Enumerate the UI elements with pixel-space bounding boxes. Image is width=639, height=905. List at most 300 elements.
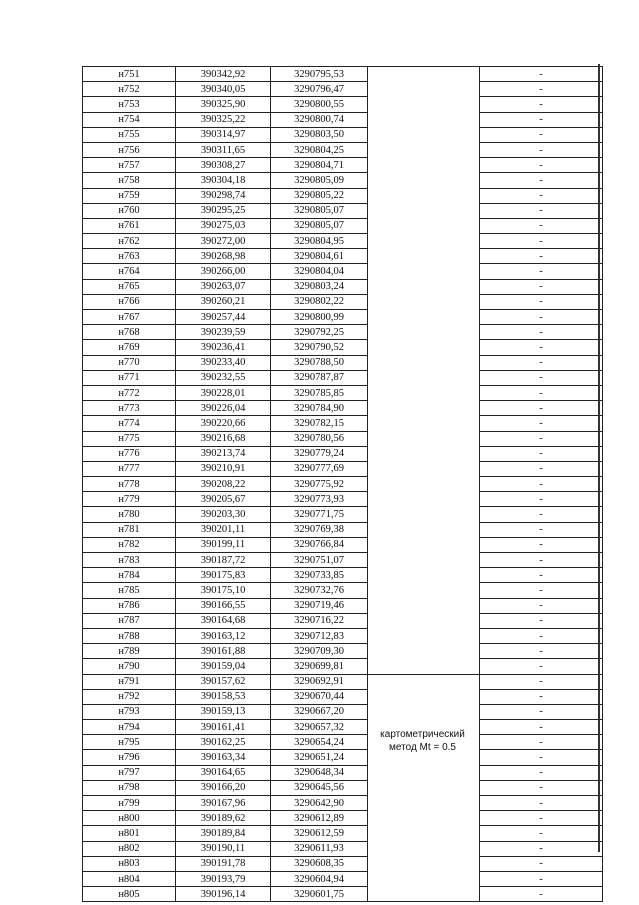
table-row: [83, 461, 603, 476]
y-coordinate-cell: 3290788,50: [271, 355, 368, 370]
x-coordinate-cell: 390175,10: [176, 583, 271, 598]
note-cell: -: [480, 431, 603, 446]
x-coordinate-cell: 390210,91: [176, 461, 271, 476]
point-name-cell: н753: [83, 97, 176, 112]
point-name-cell: н780: [83, 507, 176, 522]
point-name-cell: н782: [83, 537, 176, 552]
method-cell: [368, 492, 480, 507]
y-coordinate-cell: 3290804,25: [271, 142, 368, 157]
table-row: [83, 689, 603, 704]
y-coordinate-cell: 3290709,30: [271, 644, 368, 659]
note-cell: -: [480, 461, 603, 476]
y-coordinate-cell: 3290805,07: [271, 203, 368, 218]
x-coordinate-cell: 390266,00: [176, 264, 271, 279]
table-row: [83, 841, 603, 856]
y-coordinate-cell: 3290604,94: [271, 871, 368, 886]
x-coordinate-cell: 390236,41: [176, 340, 271, 355]
method-cell: [368, 796, 480, 811]
method-cell: [368, 67, 480, 82]
x-coordinate-cell: 390159,13: [176, 704, 271, 719]
table-row: [83, 735, 603, 750]
y-coordinate-cell: 3290667,20: [271, 704, 368, 719]
point-name-cell: н756: [83, 142, 176, 157]
y-coordinate-cell: 3290670,44: [271, 689, 368, 704]
note-cell: -: [480, 173, 603, 188]
point-name-cell: н765: [83, 279, 176, 294]
point-name-cell: н797: [83, 765, 176, 780]
method-cell: [368, 780, 480, 795]
x-coordinate-cell: 390187,72: [176, 553, 271, 568]
point-name-cell: н762: [83, 234, 176, 249]
point-name-cell: н772: [83, 385, 176, 400]
method-cell: [368, 340, 480, 355]
point-name-cell: н794: [83, 720, 176, 735]
table-row: [83, 628, 603, 643]
y-coordinate-cell: 3290803,50: [271, 127, 368, 142]
y-coordinate-cell: 3290642,90: [271, 796, 368, 811]
method-cell: [368, 112, 480, 127]
point-name-cell: н785: [83, 583, 176, 598]
point-name-cell: н758: [83, 173, 176, 188]
table-row: [83, 142, 603, 157]
point-name-cell: н791: [83, 674, 176, 689]
method-cell: [368, 841, 480, 856]
point-name-cell: н789: [83, 644, 176, 659]
y-coordinate-cell: 3290805,22: [271, 188, 368, 203]
table-row: [83, 340, 603, 355]
y-coordinate-cell: 3290785,85: [271, 385, 368, 400]
y-coordinate-cell: 3290805,07: [271, 218, 368, 233]
table-row: [83, 811, 603, 826]
point-name-cell: н795: [83, 735, 176, 750]
table-row: [83, 644, 603, 659]
method-cell: [368, 355, 480, 370]
table-row: [83, 659, 603, 674]
point-name-cell: н799: [83, 796, 176, 811]
x-coordinate-cell: 390205,67: [176, 492, 271, 507]
table-row: [83, 127, 603, 142]
y-coordinate-cell: 3290775,92: [271, 477, 368, 492]
x-coordinate-cell: 390308,27: [176, 158, 271, 173]
y-coordinate-cell: 3290766,84: [271, 537, 368, 552]
point-name-cell: н764: [83, 264, 176, 279]
table-row: [83, 249, 603, 264]
note-cell: -: [480, 689, 603, 704]
table-row: [83, 537, 603, 552]
method-note-line2: метод Mt = 0.5: [389, 742, 456, 753]
note-cell: -: [480, 856, 603, 871]
y-coordinate-cell: 3290800,74: [271, 112, 368, 127]
note-cell: -: [480, 765, 603, 780]
x-coordinate-cell: 390164,65: [176, 765, 271, 780]
note-cell: -: [480, 811, 603, 826]
coordinates-table-body: [83, 67, 603, 902]
x-coordinate-cell: 390166,55: [176, 598, 271, 613]
table-row: [83, 173, 603, 188]
point-name-cell: н781: [83, 522, 176, 537]
method-cell: [368, 173, 480, 188]
method-cell: [368, 401, 480, 416]
table-row: [83, 507, 603, 522]
table-row: [83, 598, 603, 613]
y-coordinate-cell: 3290612,89: [271, 811, 368, 826]
x-coordinate-cell: 390166,20: [176, 780, 271, 795]
method-note-line1: картометрический: [380, 729, 465, 740]
note-cell: -: [480, 568, 603, 583]
method-cell: [368, 689, 480, 704]
x-coordinate-cell: 390189,84: [176, 826, 271, 841]
method-cell: [368, 279, 480, 294]
method-cell: [368, 659, 480, 674]
table-row: [83, 568, 603, 583]
point-name-cell: н783: [83, 553, 176, 568]
table-row: [83, 112, 603, 127]
x-coordinate-cell: 390314,97: [176, 127, 271, 142]
x-coordinate-cell: 390213,74: [176, 446, 271, 461]
y-coordinate-cell: 3290804,04: [271, 264, 368, 279]
table-row: [83, 401, 603, 416]
note-cell: -: [480, 294, 603, 309]
method-cell: [368, 477, 480, 492]
point-name-cell: н787: [83, 613, 176, 628]
point-name-cell: н759: [83, 188, 176, 203]
table-row: [83, 82, 603, 97]
method-cell: [368, 325, 480, 340]
table-row: [83, 355, 603, 370]
method-cell: [368, 583, 480, 598]
y-coordinate-cell: 3290787,87: [271, 370, 368, 385]
x-coordinate-cell: 390340,05: [176, 82, 271, 97]
table-row: [83, 477, 603, 492]
table-row: [83, 492, 603, 507]
x-coordinate-cell: 390161,88: [176, 644, 271, 659]
note-cell: -: [480, 249, 603, 264]
method-cell: [368, 613, 480, 628]
note-cell: -: [480, 325, 603, 340]
table-row: [83, 218, 603, 233]
point-name-cell: н777: [83, 461, 176, 476]
note-cell: -: [480, 704, 603, 719]
method-cell: [368, 431, 480, 446]
note-cell: -: [480, 340, 603, 355]
y-coordinate-cell: 3290803,24: [271, 279, 368, 294]
y-coordinate-cell: 3290657,32: [271, 720, 368, 735]
method-cell: [368, 553, 480, 568]
x-coordinate-cell: 390191,78: [176, 856, 271, 871]
x-coordinate-cell: 390257,44: [176, 310, 271, 325]
table-row: [83, 826, 603, 841]
note-cell: -: [480, 416, 603, 431]
x-coordinate-cell: 390260,21: [176, 294, 271, 309]
note-cell: -: [480, 218, 603, 233]
note-cell: -: [480, 477, 603, 492]
table-row: [83, 294, 603, 309]
table-row: [83, 720, 603, 735]
method-cell: [368, 234, 480, 249]
x-coordinate-cell: 390163,12: [176, 628, 271, 643]
y-coordinate-cell: 3290790,52: [271, 340, 368, 355]
point-name-cell: н775: [83, 431, 176, 446]
y-coordinate-cell: 3290699,81: [271, 659, 368, 674]
x-coordinate-cell: 390193,79: [176, 871, 271, 886]
table-row: [83, 370, 603, 385]
x-coordinate-cell: 390216,68: [176, 431, 271, 446]
y-coordinate-cell: 3290648,34: [271, 765, 368, 780]
table-row: [83, 674, 603, 689]
x-coordinate-cell: 390220,66: [176, 416, 271, 431]
table-row: [83, 431, 603, 446]
method-cell: [368, 811, 480, 826]
y-coordinate-cell: 3290769,38: [271, 522, 368, 537]
note-cell: -: [480, 355, 603, 370]
note-cell: -: [480, 841, 603, 856]
point-name-cell: н804: [83, 871, 176, 886]
y-coordinate-cell: 3290612,59: [271, 826, 368, 841]
y-coordinate-cell: 3290733,85: [271, 568, 368, 583]
method-note: [367, 728, 478, 754]
note-cell: -: [480, 796, 603, 811]
note-cell: -: [480, 279, 603, 294]
method-cell: [368, 674, 480, 689]
note-cell: -: [480, 203, 603, 218]
y-coordinate-cell: 3290716,22: [271, 613, 368, 628]
point-name-cell: н760: [83, 203, 176, 218]
note-cell: -: [480, 67, 603, 82]
y-coordinate-cell: 3290732,76: [271, 583, 368, 598]
method-cell: [368, 628, 480, 643]
y-coordinate-cell: 3290795,53: [271, 67, 368, 82]
method-cell: [368, 416, 480, 431]
note-cell: -: [480, 82, 603, 97]
y-coordinate-cell: 3290792,25: [271, 325, 368, 340]
point-name-cell: н770: [83, 355, 176, 370]
table-row: [83, 583, 603, 598]
method-cell: [368, 264, 480, 279]
note-cell: -: [480, 522, 603, 537]
note-cell: -: [480, 446, 603, 461]
y-coordinate-cell: 3290712,83: [271, 628, 368, 643]
y-coordinate-cell: 3290601,75: [271, 887, 368, 902]
point-name-cell: н779: [83, 492, 176, 507]
point-name-cell: н803: [83, 856, 176, 871]
note-cell: -: [480, 750, 603, 765]
note-cell: -: [480, 188, 603, 203]
table-row: [83, 67, 603, 82]
point-name-cell: н763: [83, 249, 176, 264]
table-row: [83, 750, 603, 765]
table-row: [83, 765, 603, 780]
x-coordinate-cell: 390201,11: [176, 522, 271, 537]
x-coordinate-cell: 390233,40: [176, 355, 271, 370]
table-row: [83, 887, 603, 902]
x-coordinate-cell: 390228,01: [176, 385, 271, 400]
note-cell: -: [480, 583, 603, 598]
y-coordinate-cell: 3290804,61: [271, 249, 368, 264]
x-coordinate-cell: 390325,22: [176, 112, 271, 127]
note-cell: -: [480, 310, 603, 325]
point-name-cell: н800: [83, 811, 176, 826]
x-coordinate-cell: 390161,41: [176, 720, 271, 735]
y-coordinate-cell: 3290773,93: [271, 492, 368, 507]
y-coordinate-cell: 3290782,15: [271, 416, 368, 431]
point-name-cell: н790: [83, 659, 176, 674]
y-coordinate-cell: 3290804,95: [271, 234, 368, 249]
table-row: [83, 871, 603, 886]
y-coordinate-cell: 3290780,56: [271, 431, 368, 446]
y-coordinate-cell: 3290692,91: [271, 674, 368, 689]
point-name-cell: н786: [83, 598, 176, 613]
method-cell: [368, 294, 480, 309]
table-row: [83, 158, 603, 173]
point-name-cell: н784: [83, 568, 176, 583]
method-cell: [368, 644, 480, 659]
point-name-cell: н792: [83, 689, 176, 704]
y-coordinate-cell: 3290805,09: [271, 173, 368, 188]
table-row: [83, 97, 603, 112]
x-coordinate-cell: 390275,03: [176, 218, 271, 233]
x-coordinate-cell: 390163,34: [176, 750, 271, 765]
y-coordinate-cell: 3290751,07: [271, 553, 368, 568]
point-name-cell: н801: [83, 826, 176, 841]
point-name-cell: н778: [83, 477, 176, 492]
method-cell: [368, 370, 480, 385]
x-coordinate-cell: 390157,62: [176, 674, 271, 689]
note-cell: -: [480, 492, 603, 507]
table-row: [83, 310, 603, 325]
y-coordinate-cell: 3290771,75: [271, 507, 368, 522]
note-cell: -: [480, 674, 603, 689]
note-cell: -: [480, 158, 603, 173]
x-coordinate-cell: 390311,65: [176, 142, 271, 157]
x-coordinate-cell: 390298,74: [176, 188, 271, 203]
note-cell: -: [480, 598, 603, 613]
note-cell: -: [480, 628, 603, 643]
method-cell: [368, 887, 480, 902]
x-coordinate-cell: 390208,22: [176, 477, 271, 492]
note-cell: -: [480, 613, 603, 628]
x-coordinate-cell: 390342,92: [176, 67, 271, 82]
x-coordinate-cell: 390268,98: [176, 249, 271, 264]
point-name-cell: н752: [83, 82, 176, 97]
y-coordinate-cell: 3290800,99: [271, 310, 368, 325]
method-cell: [368, 871, 480, 886]
x-coordinate-cell: 390263,07: [176, 279, 271, 294]
point-name-cell: н767: [83, 310, 176, 325]
table-row: [83, 325, 603, 340]
y-coordinate-cell: 3290611,93: [271, 841, 368, 856]
note-cell: -: [480, 735, 603, 750]
note-cell: -: [480, 659, 603, 674]
table-row: [83, 856, 603, 871]
method-cell: [368, 522, 480, 537]
x-coordinate-cell: 390272,00: [176, 234, 271, 249]
method-cell: [368, 826, 480, 841]
note-cell: -: [480, 871, 603, 886]
point-name-cell: н754: [83, 112, 176, 127]
y-coordinate-cell: 3290645,56: [271, 780, 368, 795]
point-name-cell: н773: [83, 401, 176, 416]
method-cell: [368, 385, 480, 400]
table-row: [83, 385, 603, 400]
method-cell: [368, 598, 480, 613]
point-name-cell: н755: [83, 127, 176, 142]
method-cell: [368, 765, 480, 780]
method-cell: [368, 97, 480, 112]
y-coordinate-cell: 3290804,71: [271, 158, 368, 173]
note-cell: -: [480, 507, 603, 522]
method-cell: [368, 188, 480, 203]
point-name-cell: н774: [83, 416, 176, 431]
x-coordinate-cell: 390189,62: [176, 811, 271, 826]
table-row: [83, 780, 603, 795]
note-cell: -: [480, 826, 603, 841]
x-coordinate-cell: 390295,25: [176, 203, 271, 218]
table-row: [83, 446, 603, 461]
point-name-cell: н769: [83, 340, 176, 355]
page-edge-line: [598, 64, 600, 852]
method-cell: [368, 142, 480, 157]
note-cell: -: [480, 127, 603, 142]
y-coordinate-cell: 3290654,24: [271, 735, 368, 750]
y-coordinate-cell: 3290800,55: [271, 97, 368, 112]
x-coordinate-cell: 390162,25: [176, 735, 271, 750]
point-name-cell: н788: [83, 628, 176, 643]
x-coordinate-cell: 390239,59: [176, 325, 271, 340]
y-coordinate-cell: 3290777,69: [271, 461, 368, 476]
table-row: [83, 613, 603, 628]
y-coordinate-cell: 3290719,46: [271, 598, 368, 613]
x-coordinate-cell: 390304,18: [176, 173, 271, 188]
method-cell: [368, 310, 480, 325]
method-cell: [368, 218, 480, 233]
point-name-cell: н776: [83, 446, 176, 461]
method-cell: [368, 249, 480, 264]
x-coordinate-cell: 390164,68: [176, 613, 271, 628]
x-coordinate-cell: 390158,53: [176, 689, 271, 704]
note-cell: -: [480, 142, 603, 157]
point-name-cell: н761: [83, 218, 176, 233]
point-name-cell: н793: [83, 704, 176, 719]
note-cell: -: [480, 644, 603, 659]
y-coordinate-cell: 3290779,24: [271, 446, 368, 461]
note-cell: -: [480, 720, 603, 735]
table-row: [83, 188, 603, 203]
point-name-cell: н771: [83, 370, 176, 385]
method-cell: [368, 856, 480, 871]
note-cell: -: [480, 537, 603, 552]
x-coordinate-cell: 390203,30: [176, 507, 271, 522]
x-coordinate-cell: 390175,83: [176, 568, 271, 583]
method-cell: [368, 537, 480, 552]
note-cell: -: [480, 234, 603, 249]
table-row: [83, 522, 603, 537]
table-row: [83, 553, 603, 568]
note-cell: -: [480, 264, 603, 279]
table-row: [83, 704, 603, 719]
method-cell: [368, 461, 480, 476]
note-cell: -: [480, 553, 603, 568]
table-row: [83, 203, 603, 218]
y-coordinate-cell: 3290802,22: [271, 294, 368, 309]
point-name-cell: н798: [83, 780, 176, 795]
note-cell: -: [480, 112, 603, 127]
method-cell: [368, 82, 480, 97]
note-cell: -: [480, 385, 603, 400]
x-coordinate-cell: 390196,14: [176, 887, 271, 902]
point-name-cell: н768: [83, 325, 176, 340]
x-coordinate-cell: 390199,11: [176, 537, 271, 552]
point-name-cell: н802: [83, 841, 176, 856]
